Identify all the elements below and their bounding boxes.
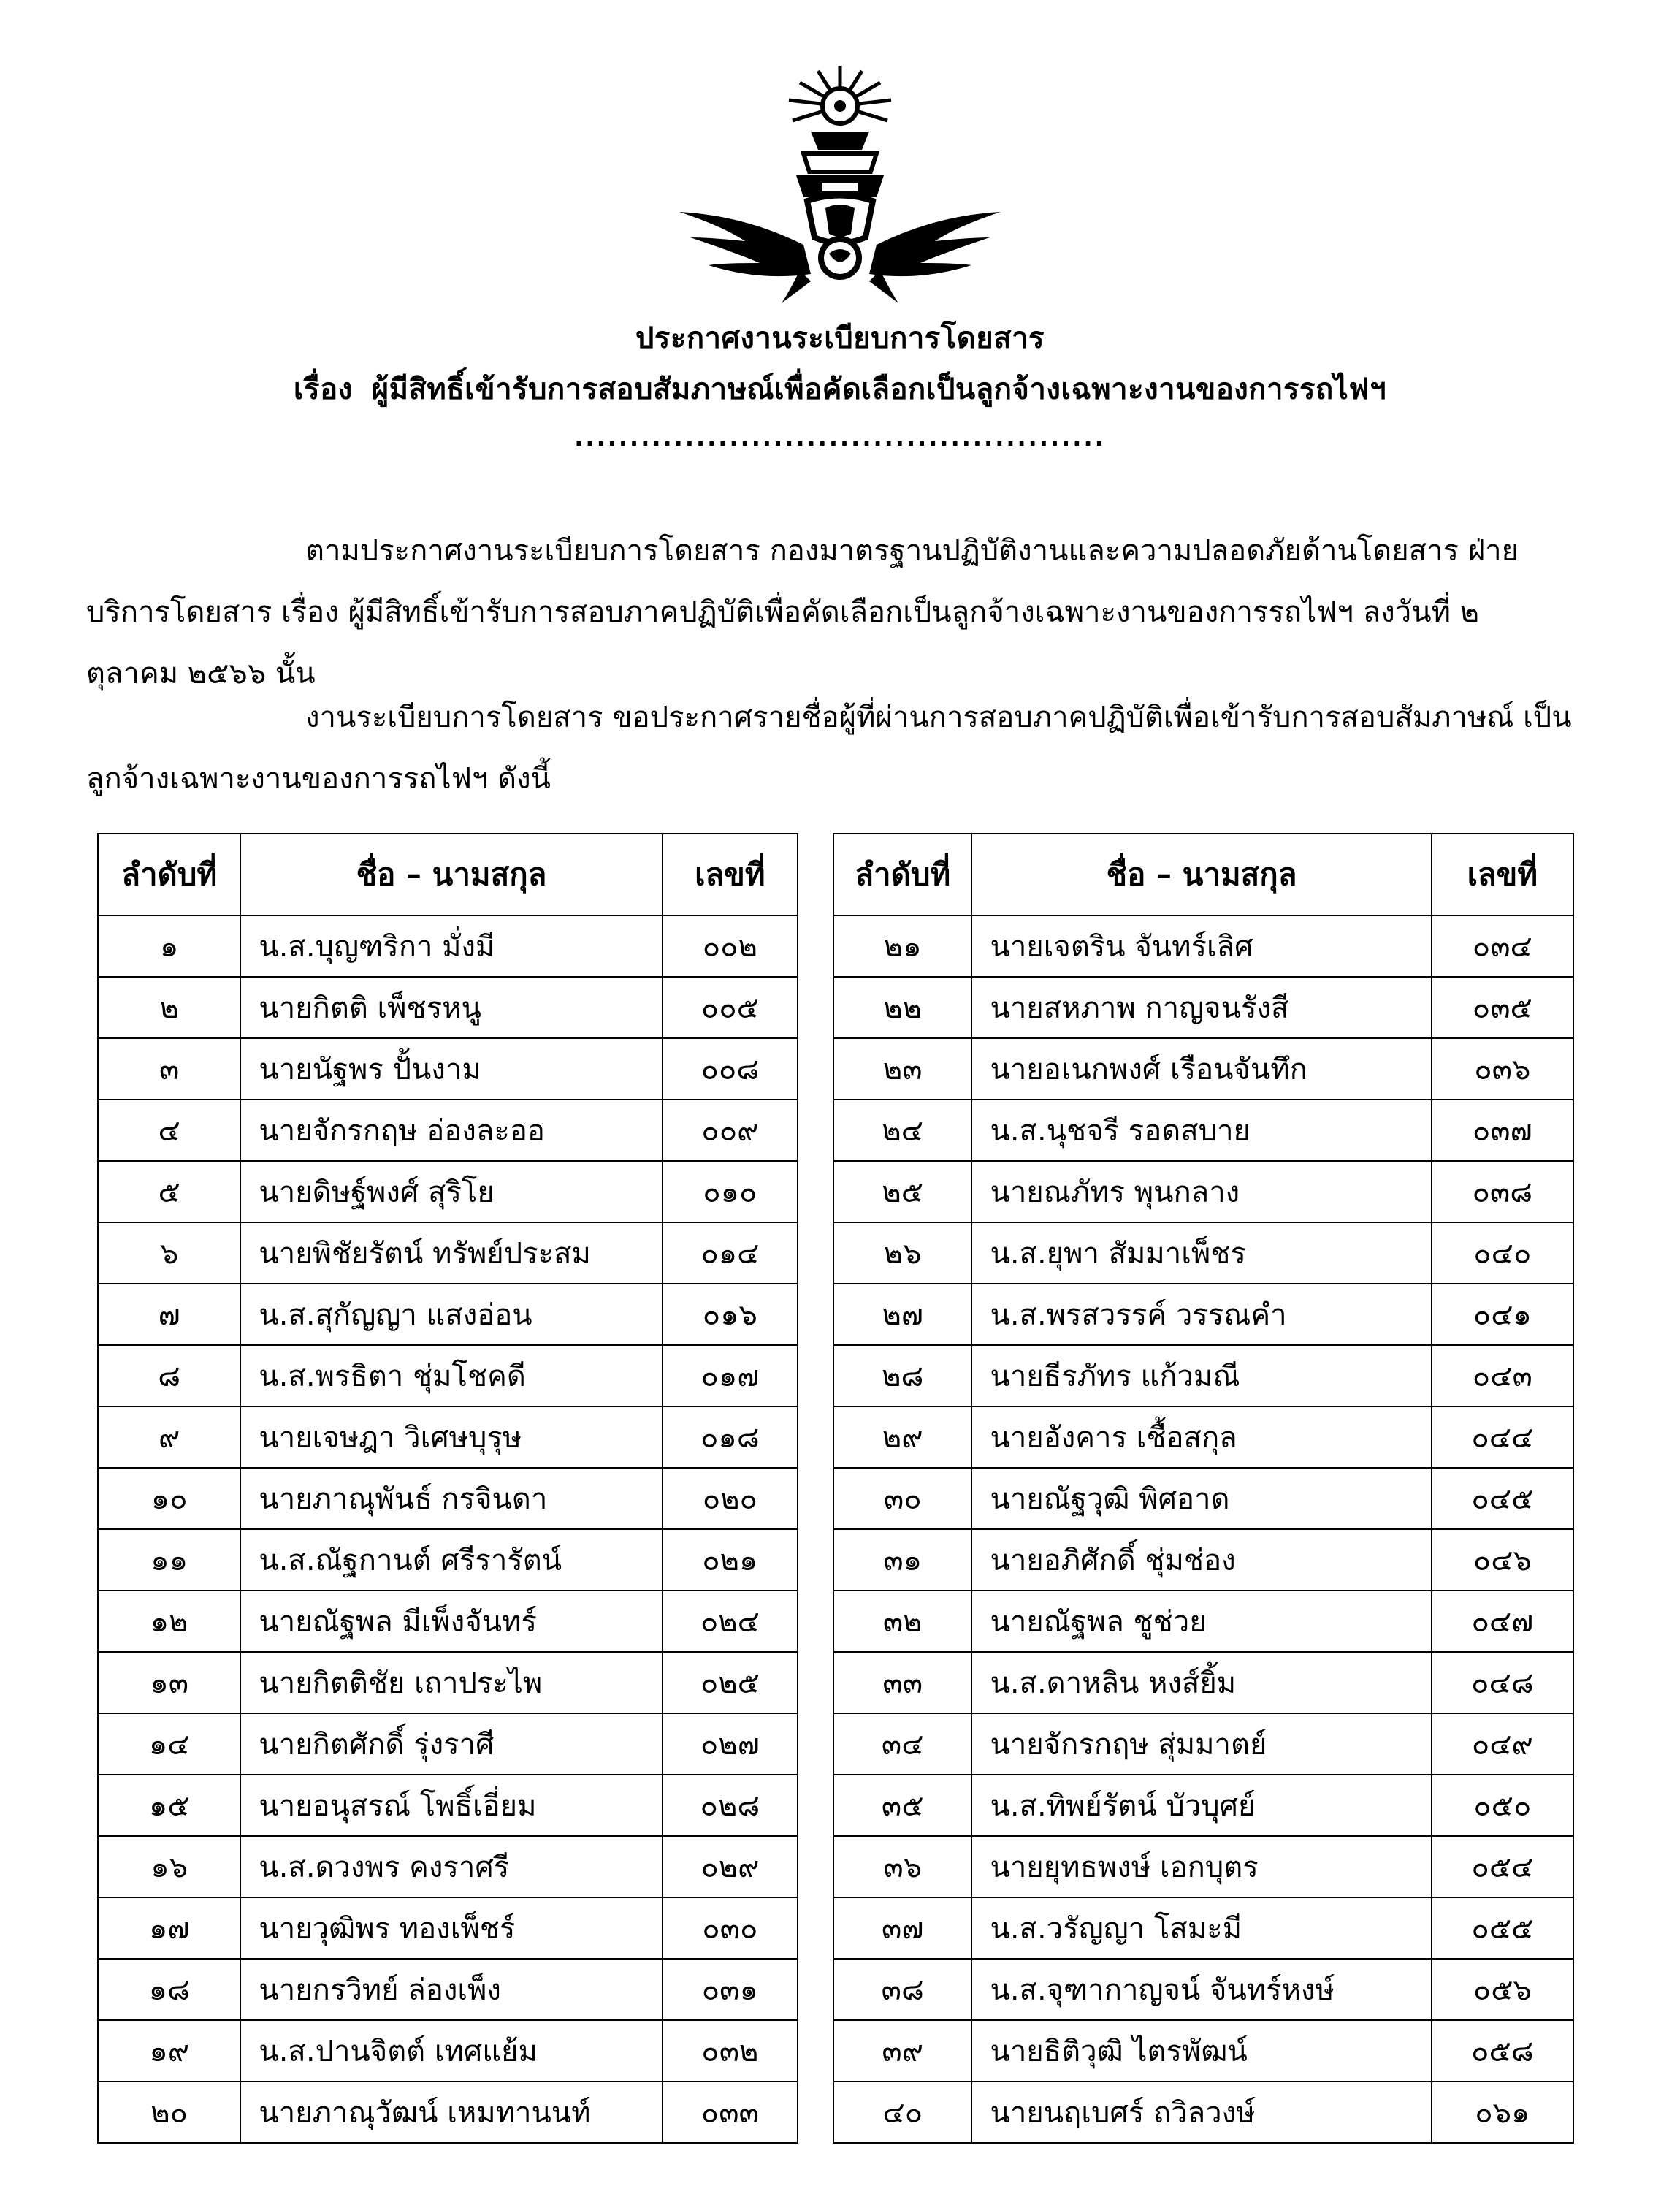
row-order: ๕ [98,1161,240,1222]
row-number: ๐๔๐ [1432,1222,1573,1284]
table-row [98,1468,798,1529]
row-number: ๐๐๙ [663,1100,798,1161]
row-name: น.ส.วรัญญา โสมะมี [971,1897,1431,1959]
row-number: ๐๓๒ [663,2020,798,2082]
row-order: ๓๙ [833,2020,971,2082]
table-row [833,1775,1573,1836]
row-number: ๐๑๘ [663,1406,798,1468]
table-row [833,2082,1573,2143]
row-order: ๙ [98,1406,240,1468]
row-name: น.ส.บุญฑริกา มั่งมี [240,915,662,977]
table-row [98,1284,798,1345]
row-order: ๑ [98,915,240,977]
table-row [833,1652,1573,1713]
table-row [833,1713,1573,1775]
row-name: น.ส.พรสวรรค์ วรรณคำ [971,1284,1431,1345]
row-number: ๐๒๑ [663,1529,798,1591]
row-number: ๐๒๘ [663,1775,798,1836]
table-row [833,1222,1573,1284]
row-name: นายดิษฐ์พงศ์ สุริโย [240,1161,662,1222]
table-row [98,1591,798,1652]
row-number: ๐๓๕ [1432,977,1573,1038]
row-name: น.ส.ณัฐกานต์ ศรีรารัตน์ [240,1529,662,1591]
row-name: นายอเนกพงศ์ เรือนจันทึก [971,1038,1431,1100]
row-order: ๒๙ [833,1406,971,1468]
table-row [833,915,1573,977]
row-number: ๐๑๔ [663,1222,798,1284]
table-row [833,1897,1573,1959]
table-row [833,1284,1573,1345]
row-order: ๑๐ [98,1468,240,1529]
row-order: ๒๐ [98,2082,240,2143]
row-number: ๐๔๖ [1432,1529,1573,1591]
row-number: ๐๕๕ [1432,1897,1573,1959]
row-name: นายจักรกฤษ สุ่มมาตย์ [971,1713,1431,1775]
table-row [98,1836,798,1897]
table-row [98,1529,798,1591]
row-number: ๐๓๐ [663,1897,798,1959]
row-number: ๐๑๖ [663,1284,798,1345]
row-order: ๓๘ [833,1959,971,2020]
railway-emblem-logo [679,62,1001,303]
row-number: ๐๔๗ [1432,1591,1573,1652]
table-row [98,1713,798,1775]
row-name: นายภาณุพันธ์ กรจินดา [240,1468,662,1529]
row-name: น.ส.ดวงพร คงราศรี [240,1836,662,1897]
table-row [833,1836,1573,1897]
row-number: ๐๓๑ [663,1959,798,2020]
row-order: ๑๒ [98,1591,240,1652]
row-number: ๐๕๘ [1432,2020,1573,2082]
row-name: นายยุทธพงษ์ เอกบุตร [971,1836,1431,1897]
row-order: ๗ [98,1284,240,1345]
header-order: ลำดับที่ [833,834,971,915]
row-number: ๐๔๘ [1432,1652,1573,1713]
row-order: ๑๘ [98,1959,240,2020]
row-order: ๒๕ [833,1161,971,1222]
separator-dots: ................................................ [574,424,1106,452]
row-name: นายณัฐพล ชูช่วย [971,1591,1431,1652]
table-row [833,1100,1573,1161]
table-row [98,2020,798,2082]
row-number: ๐๒๔ [663,1591,798,1652]
row-order: ๑๓ [98,1652,240,1713]
row-number: ๐๖๑ [1432,2082,1573,2143]
row-name: นายนัฐพร ปั้นงาม [240,1038,662,1100]
row-name: นายเจษฎา วิเศษบุรุษ [240,1406,662,1468]
row-name: นายณภัทร พุนกลาง [971,1161,1431,1222]
row-number: ๐๕๔ [1432,1836,1573,1897]
row-number: ๐๓๔ [1432,915,1573,977]
row-name: นายกิตติ เพ็ชรหนู [240,977,662,1038]
row-order: ๑๙ [98,2020,240,2082]
table-row [833,1468,1573,1529]
row-number: ๐๔๕ [1432,1468,1573,1529]
row-number: ๐๒๐ [663,1468,798,1529]
table-row [98,1161,798,1222]
row-name: นายอนุสรณ์ โพธิ์เอี่ยม [240,1775,662,1836]
row-number: ๐๔๙ [1432,1713,1573,1775]
row-name: นายวุฒิพร ทองเพ็ชร์ [240,1897,662,1959]
row-name: น.ส.พรธิตา ชุ่มโชคดี [240,1345,662,1406]
header-number: เลขที่ [663,834,798,915]
row-name: นายพิชัยรัตน์ ทรัพย์ประสม [240,1222,662,1284]
header-order: ลำดับที่ [98,834,240,915]
table-row [833,1529,1573,1591]
row-name: นายนฤเบศร์ ถวิลวงษ์ [971,2082,1431,2143]
header-name: ชื่อ – นามสกุล [971,834,1431,915]
row-order: ๒๘ [833,1345,971,1406]
row-order: ๓ [98,1038,240,1100]
row-name: น.ส.ปานจิตต์ เทศแย้ม [240,2020,662,2082]
header-name: ชื่อ – นามสกุล [240,834,662,915]
row-name: นายกิตศักดิ์ รุ่งราศี [240,1713,662,1775]
table-row [98,2082,798,2143]
table-header-row [833,834,1573,915]
row-order: ๒๒ [833,977,971,1038]
row-name: น.ส.นุชจรี รอดสบาย [971,1100,1431,1161]
table-row [833,1038,1573,1100]
table-row [833,1161,1573,1222]
row-order: ๒๖ [833,1222,971,1284]
row-number: ๐๔๓ [1432,1345,1573,1406]
row-number: ๐๓๖ [1432,1038,1573,1100]
row-name: นายภาณุวัฒน์ เหมทานนท์ [240,2082,662,2143]
table-row [98,977,798,1038]
row-order: ๓๑ [833,1529,971,1591]
table-row [98,1775,798,1836]
table-row [833,1591,1573,1652]
row-name: นายอภิศักดิ์ ชุ่มช่อง [971,1529,1431,1591]
row-name: น.ส.ดาหลิน หงส์ยิ้ม [971,1652,1431,1713]
paragraph-reference [86,520,1576,704]
candidate-table-right [833,833,1574,2144]
row-number: ๐๐๕ [663,977,798,1038]
table-row [98,1406,798,1468]
row-order: ๑๕ [98,1775,240,1836]
row-name: นายจักรกฤษ อ่องละออ [240,1100,662,1161]
table-row [98,1222,798,1284]
row-order: ๑๔ [98,1713,240,1775]
row-order: ๒๑ [833,915,971,977]
row-order: ๓๗ [833,1897,971,1959]
table-row [833,1406,1573,1468]
row-number: ๐๕๖ [1432,1959,1573,2020]
table-row [98,1652,798,1713]
announcement-title: ประกาศงานระเบียบการโดยสาร [635,321,1045,355]
row-order: ๓๒ [833,1591,971,1652]
paragraph-reference-text: ตามประกาศงานระเบียบการโดยสาร กองมาตรฐานปฏิบัติงานและความปลอดภัยด้านโดยสาร ฝ่ายบริการโดยสาร เรื่อง ผู้มีสิทธิ์เข้ารับการสอบภาคปฏิบัติเพื่อคัดเลือกเป็นลูกจ้างเฉพาะงานของการรถไฟฯ ลงวันที่ ๒ ตุลาคม ๒๕๖๖ นั้น [86,534,1519,690]
table-row [98,1100,798,1161]
subject-text: ผู้มีสิทธิ์เข้ารับการสอบสัมภาษณ์เพื่อคัดเลือกเป็นลูกจ้างเฉพาะงานของการรถไฟฯ [371,373,1387,406]
row-order: ๓๐ [833,1468,971,1529]
row-order: ๓๖ [833,1836,971,1897]
row-number: ๐๒๗ [663,1713,798,1775]
row-number: ๐๐๒ [663,915,798,977]
row-name: นายกรวิทย์ ล่องเพ็ง [240,1959,662,2020]
row-name: นายณัฐพล มีเพ็งจันทร์ [240,1591,662,1652]
table-row [833,1959,1573,2020]
table-row [98,1038,798,1100]
header-number: เลขที่ [1432,834,1573,915]
row-name: นายธีรภัทร แก้วมณี [971,1345,1431,1406]
row-order: ๒๔ [833,1100,971,1161]
row-order: ๔ [98,1100,240,1161]
table-row [98,1345,798,1406]
row-name: นายสหภาพ กาญจนรังสี [971,977,1431,1038]
table-row [833,977,1573,1038]
candidate-table-left [97,833,798,2144]
row-number: ๐๐๘ [663,1038,798,1100]
paragraph-announcement-text: งานระเบียบการโดยสาร ขอประกาศรายชื่อผู้ที่ผ่านการสอบภาคปฏิบัติเพื่อเข้ารับการสอบสัมภาษณ์ เป็นลูกจ้างเฉพาะงานของการรถไฟฯ ดังนี้ [86,701,1572,796]
row-order: ๒ [98,977,240,1038]
subject-line [0,365,1680,412]
row-number: ๐๒๕ [663,1652,798,1713]
row-number: ๐๒๙ [663,1836,798,1897]
row-name: น.ส.ยุพา สัมมาเพ็ชร [971,1222,1431,1284]
row-order: ๒๗ [833,1284,971,1345]
row-order: ๓๔ [833,1713,971,1775]
row-number: ๐๔๔ [1432,1406,1573,1468]
row-number: ๐๑๗ [663,1345,798,1406]
row-order: ๑๑ [98,1529,240,1591]
subject-label: เรื่อง [293,373,353,406]
row-order: ๓๕ [833,1775,971,1836]
row-order: ๒๓ [833,1038,971,1100]
table-row [98,915,798,977]
row-order: ๓๓ [833,1652,971,1713]
row-number: ๐๓๘ [1432,1161,1573,1222]
row-name: น.ส.ทิพย์รัตน์ บัวบุศย์ [971,1775,1431,1836]
row-order: ๖ [98,1222,240,1284]
row-number: ๐๕๐ [1432,1775,1573,1836]
row-order: ๘ [98,1345,240,1406]
row-name: นายเจตริน จันทร์เลิศ [971,915,1431,977]
row-name: นายณัฐวุฒิ พิศอาด [971,1468,1431,1529]
row-number: ๐๓๗ [1432,1100,1573,1161]
row-number: ๐๔๑ [1432,1284,1573,1345]
row-order: ๔๐ [833,2082,971,2143]
row-name: น.ส.จุฑากาญจน์ จันทร์หงษ์ [971,1959,1431,2020]
row-name: นายธิติวุฒิ ไตรพัฒน์ [971,2020,1431,2082]
table-header-row [98,834,798,915]
table-row [98,1897,798,1959]
row-order: ๑๖ [98,1836,240,1897]
paragraph-announcement [86,687,1576,810]
table-row [98,1959,798,2020]
table-row [833,2020,1573,2082]
row-number: ๐๑๐ [663,1161,798,1222]
table-row [833,1345,1573,1406]
row-name: นายอังคาร เชื้อสกุล [971,1406,1431,1468]
row-name: นายกิตติชัย เถาประไพ [240,1652,662,1713]
row-name: น.ส.สุกัญญา แสงอ่อน [240,1284,662,1345]
row-order: ๑๗ [98,1897,240,1959]
row-number: ๐๓๓ [663,2082,798,2143]
